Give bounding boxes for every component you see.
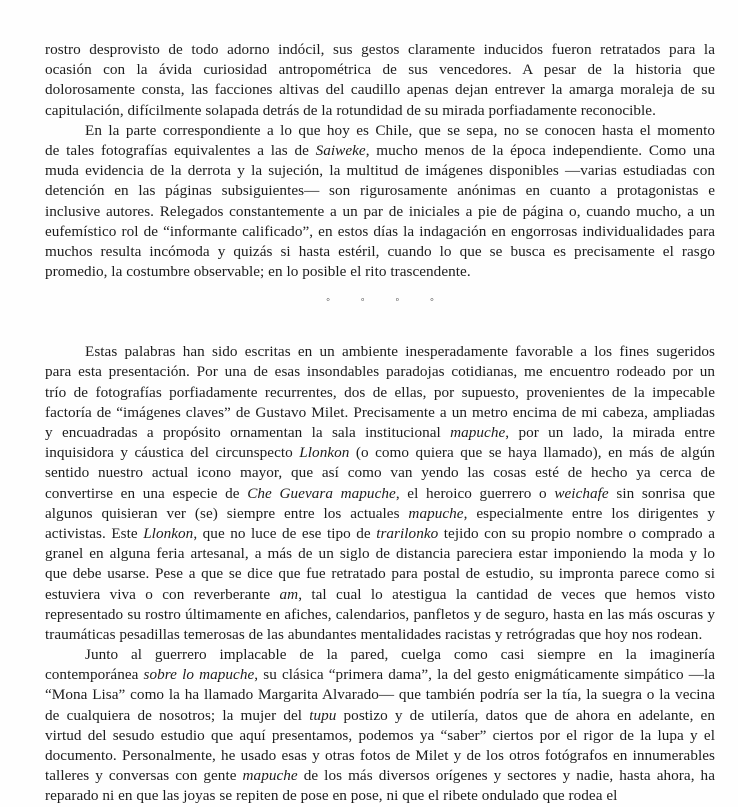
text-segment: de los más diversos orígenes y sectores y nadie, hasta ahora, ha (297, 767, 715, 785)
text-segment: (o como quiera que se haya llamado), en más de algún (349, 444, 716, 462)
italic-term: Llonkon (299, 444, 350, 462)
text-line: factoría de “imágenes claves” de Gustavo Milet. Precisamente a un metro encima de mi cabeza, ampliadas (45, 403, 715, 421)
text-line: trío de fotografías porfiadamente recurrentes, dos de ellas, por supuesto, provenientes de la impecable (45, 383, 715, 401)
italic-term: mapuche (242, 767, 298, 785)
italic-term: mapuche (450, 424, 506, 441)
text-line: ocasión con la ávida curiosidad antropométrica de sus vencedores. A pesar de la historia que (45, 61, 715, 79)
text-segment: , su clásica “primera dama”, la del gesto enigmáticamente simpático —la (254, 666, 716, 684)
text-line: detención en las páginas subsiguientes— son rigurosamente anónimas en cuanto a protagonistas e (45, 182, 715, 200)
text-segment: estuviera viva o con reverberante (45, 585, 280, 603)
section-separator: ◦ ◦ ◦ ◦ (326, 294, 448, 307)
text-line: que debe usarse. Pese a que se dice que fue retratado para postal de estudio, su impronta parece como si (45, 565, 715, 583)
text-line: traumáticas pesadillas temerosas de las abundantes mentalidades racistas y retrógradas que hoy nos rodean. (45, 625, 703, 643)
text-line: “Mona Lisa” como la ha llamado Margarita Alvarado— que también podría ser la tía, la suegra o la vecina (45, 686, 715, 704)
paragraph-2 (45, 121, 715, 283)
text-segment: convertirse en una especie de (45, 484, 248, 502)
text-segment: , el heroico guerrero o (395, 484, 555, 502)
italic-term: weichafe (554, 484, 609, 502)
text-line: muchos resulta incómoda y quizás si hasta estéril, cuando lo que se busca es precisamente el rasgo (45, 242, 715, 260)
text-segment: talleres y conversas con gente (45, 767, 243, 785)
text-line (45, 141, 715, 161)
paragraph-1 (45, 40, 715, 121)
text-segment: algunos quisieran ver (se) siempre entre los actuales (45, 504, 409, 522)
paragraph-3 (45, 342, 715, 645)
text-line (45, 504, 715, 524)
text-line: documento. Personalmente, he usado esas y otras fotos de Milet y de los otros fotógrafos en innumerables (45, 747, 715, 764)
text-segment: de tales fotografías equivalentes a las de (45, 141, 316, 159)
italic-term: tupu (309, 706, 337, 724)
paragraph-4 (45, 645, 715, 807)
italic-term: mapuche (408, 504, 464, 522)
text-line: sentido nuestro actual icono mayor, que así como van yendo las cosas esté de hecho ya cerca de (45, 464, 715, 482)
text-segment: , tal cual lo atestigua la cantidad de veces que hemos visto (298, 585, 715, 603)
text-line: granel en alguna feria artesanal, a más de un siglo de distancia pareciera estar imponiendo la moda y lo (45, 545, 715, 563)
text-line (45, 443, 715, 463)
text-line: capitulación, difícilmente solapada detrás de la rotundidad de su mirada porfiadamente reconocible. (45, 101, 656, 119)
text-segment: , especialmente entre los dirigentes y (463, 504, 715, 522)
text-line (45, 706, 715, 726)
text-segment: , mucho menos de la época independiente. Como una (365, 141, 715, 159)
text-line: promedio, la costumbre observable; en lo posible el rito trascendente. (45, 263, 471, 281)
document-page (45, 40, 715, 807)
text-line (45, 585, 715, 605)
text-segment: , por un lado, la mirada entre (505, 424, 715, 441)
italic-term: sobre lo mapuche (143, 666, 255, 684)
text-line (45, 423, 715, 443)
text-line (45, 524, 715, 544)
text-line: Junto al guerrero implacable de la pared, cuelga como casi siempre en la imaginería (85, 646, 715, 664)
italic-term: am (279, 585, 299, 603)
text-segment: activistas. Este (45, 524, 144, 542)
text-line: para esta presentación. Por una de esas insondables paradojas cotidianas, me encuentro rodeado por un (45, 363, 715, 381)
text-line: muda evidencia de la derrota y la sujeción, la multitud de imágenes disponibles —varias estudiadas con (45, 162, 715, 180)
text-segment: , que no luce de ese tipo de (193, 524, 377, 542)
text-line: En la parte correspondiente a lo que hoy es Chile, que se sepa, no se conocen hasta el momento (85, 121, 715, 139)
text-segment: y encuadradas a propósito ornamentan la sala institucional (45, 424, 451, 441)
text-line: rostro desprovisto de todo adorno indócil, sus gestos claramente inducidos fueron retratados para la (45, 41, 715, 58)
text-line (45, 484, 715, 504)
italic-term: trarilonko (376, 524, 439, 542)
text-segment: sin sonrisa que (608, 484, 715, 502)
text-line: virtud del sesudo estudio que aquí presentamos, podemos ya “saber” ciertos por el rigor de la lupa y el (45, 726, 715, 744)
text-line: eufemístico rol de “informante calificado”, en estos días la indagación en engorrosas individualidades para (45, 222, 715, 240)
italic-term: Saiweke (315, 141, 366, 159)
text-line: representado su rostro últimamente en afiches, calendarios, panfletos y de seguro, hasta en las más oscuras y (45, 605, 715, 623)
text-segment: postizo y de utilería, datos que de ahora en adelante, en (336, 706, 715, 724)
italic-term: Che Guevara mapuche (247, 484, 396, 502)
italic-term: Llonkon (143, 524, 194, 542)
text-segment: de cualquiera de nosotros; la mujer del (45, 706, 310, 724)
text-line: inclusive autores. Relegados constantemente a un par de iniciales a pie de página o, cuando mucho, a un (45, 202, 715, 220)
text-segment: inquisidora y cáustica del circunspecto (45, 444, 300, 462)
text-line: reparado ni en que las joyas se repiten de pose en pose, ni que el ribete ondulado que rodea el (45, 787, 618, 805)
text-line (45, 766, 715, 786)
text-segment: tejido con su propio nombre o comprado a (438, 524, 715, 542)
text-line: Estas palabras han sido escritas en un ambiente inesperadamente favorable a los fines sugeridos (85, 343, 715, 361)
text-segment: contemporánea (45, 666, 144, 684)
text-line: dolorosamente consta, las facciones altivas del caudillo apenas dejan entrever la amarga moraleja de su (45, 81, 715, 99)
text-line (45, 665, 715, 685)
